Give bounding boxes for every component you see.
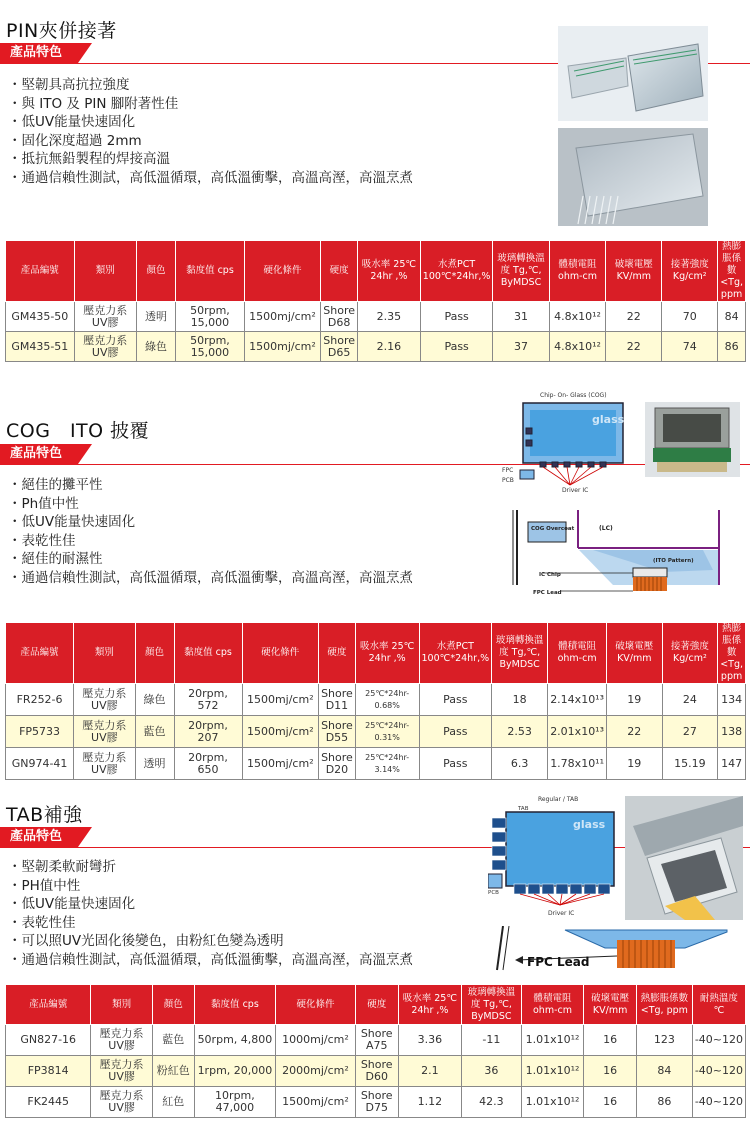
table-row bbox=[6, 332, 746, 362]
cell: 22 bbox=[607, 716, 663, 748]
cell: 20rpm, 572 bbox=[174, 684, 242, 716]
cell: 25℃*24hr- 0.68% bbox=[355, 684, 419, 716]
cell: 10rpm, 47,000 bbox=[194, 1087, 275, 1118]
cell: 透明 bbox=[136, 302, 175, 332]
tab-label: TAB bbox=[518, 806, 529, 812]
table-row bbox=[6, 716, 746, 748]
feature-item: ・ 表乾性佳 bbox=[8, 532, 413, 551]
cell: 1500mj/cm² bbox=[244, 302, 321, 332]
cell: -11 bbox=[462, 1025, 521, 1056]
glass-label: glass bbox=[573, 818, 606, 831]
header-cell: 接著強度 Kg/cm² bbox=[662, 623, 718, 684]
section-cog bbox=[0, 380, 750, 780]
table-row bbox=[6, 1056, 746, 1087]
cell: 1500mj/cm² bbox=[242, 748, 319, 780]
cell: Pass bbox=[419, 748, 492, 780]
fpc-lead-label: FPC Lead bbox=[533, 590, 562, 596]
cell: GN827-16 bbox=[6, 1025, 91, 1056]
section-title: TAB補強 bbox=[6, 804, 83, 826]
spec-table bbox=[5, 240, 746, 362]
header-cell: 產品編號 bbox=[6, 623, 74, 684]
feature-item: ・ 堅韌具高抗拉強度 bbox=[8, 76, 413, 95]
cell: 藍色 bbox=[135, 716, 174, 748]
feature-item: ・ 表乾性佳 bbox=[8, 914, 413, 933]
cell: 2.35 bbox=[358, 302, 421, 332]
cell: 138 bbox=[718, 716, 746, 748]
cell: 70 bbox=[662, 302, 718, 332]
feature-item: ・ 與 ITO 及 PIN 腳附著性佳 bbox=[8, 95, 413, 114]
feature-tag: 產品特色 bbox=[0, 827, 78, 847]
cell: 37 bbox=[493, 332, 549, 362]
cell: Shore D65 bbox=[321, 332, 358, 362]
cell: 1500mj/cm² bbox=[242, 684, 319, 716]
header-cell: 接著強度 Kg/cm² bbox=[662, 241, 718, 302]
header-cell: 硬度 bbox=[321, 241, 358, 302]
cell: 1.78x10¹¹ bbox=[548, 748, 607, 780]
cross-section-diagram bbox=[503, 510, 725, 600]
product-photo bbox=[645, 402, 740, 477]
spec-table bbox=[5, 984, 746, 1118]
header-cell: 產品編號 bbox=[6, 985, 91, 1025]
cell: 壓克力系 UV膠 bbox=[74, 302, 136, 332]
feature-list bbox=[8, 858, 413, 969]
header-cell: 水煮PCT 100℃*24hr,% bbox=[419, 623, 492, 684]
section-pin bbox=[0, 0, 750, 360]
cell: 綠色 bbox=[136, 332, 175, 362]
lc-label: (LC) bbox=[599, 525, 613, 532]
cell: 壓克力系 UV膠 bbox=[91, 1025, 152, 1056]
spec-table bbox=[5, 622, 746, 780]
cell: 18 bbox=[492, 684, 548, 716]
header-cell: 熱膨脹係數 <Tg, ppm bbox=[718, 623, 746, 684]
cell: 16 bbox=[584, 1025, 636, 1056]
cell: -40~120 bbox=[692, 1056, 745, 1087]
pcb-label: PCB bbox=[502, 477, 514, 484]
header-cell: 硬度 bbox=[319, 623, 356, 684]
glass-label: glass bbox=[592, 413, 625, 426]
cell: FP3814 bbox=[6, 1056, 91, 1087]
cell: 84 bbox=[636, 1056, 692, 1087]
cell: 19 bbox=[607, 748, 663, 780]
cell: Pass bbox=[419, 716, 492, 748]
header-cell: 硬化條件 bbox=[276, 985, 356, 1025]
cell: 20rpm, 207 bbox=[174, 716, 242, 748]
cell: 1.01x10¹² bbox=[521, 1087, 584, 1118]
feature-item: ・ Ph值中性 bbox=[8, 495, 413, 514]
cell: 36 bbox=[462, 1056, 521, 1087]
cog-diagram bbox=[500, 388, 635, 493]
table-row bbox=[6, 302, 746, 332]
cell: 134 bbox=[718, 684, 746, 716]
cell: 壓克力系 UV膠 bbox=[91, 1087, 152, 1118]
feature-item: ・ 通過信賴性測試，高低溫循環，高低溫衝擊，高溫高溼，高溫烹煮 bbox=[8, 569, 413, 588]
cell: 3.36 bbox=[398, 1025, 462, 1056]
cell: 壓克力系 UV膠 bbox=[74, 716, 135, 748]
ito-label: (ITO Pattern) bbox=[653, 558, 694, 564]
feature-item: ・ 通過信賴性測試，高低溫循環，高低溫衝擊，高溫高溼，高溫烹煮 bbox=[8, 169, 413, 188]
header-cell: 黏度值 cps bbox=[194, 985, 275, 1025]
cell: 綠色 bbox=[135, 684, 174, 716]
table-row bbox=[6, 1087, 746, 1118]
cell: 22 bbox=[606, 332, 662, 362]
divider bbox=[0, 464, 750, 465]
cell: 1.01x10¹² bbox=[521, 1056, 584, 1087]
header-cell: 玻璃轉換溫度 Tg,℃, ByMDSC bbox=[462, 985, 521, 1025]
header-cell: 類別 bbox=[74, 241, 136, 302]
feature-item: ・ 堅韌柔軟耐彎折 bbox=[8, 858, 413, 877]
cell: 25℃*24hr- 3.14% bbox=[355, 748, 419, 780]
diagram-label: Regular / TAB bbox=[538, 796, 579, 803]
cell: 1rpm, 20,000 bbox=[194, 1056, 275, 1087]
cell: 1500mj/cm² bbox=[276, 1087, 356, 1118]
cell: 2000mj/cm² bbox=[276, 1056, 356, 1087]
feature-item: ・ 低UV能量快速固化 bbox=[8, 113, 413, 132]
cell: 壓克力系 UV膠 bbox=[74, 748, 135, 780]
cell: 透明 bbox=[135, 748, 174, 780]
cell: 2.16 bbox=[358, 332, 421, 362]
cell: 86 bbox=[718, 332, 746, 362]
product-photo bbox=[625, 796, 743, 920]
header-cell: 破壞電壓 KV/mm bbox=[607, 623, 663, 684]
cell: Shore D75 bbox=[355, 1087, 398, 1118]
cell: 2.1 bbox=[398, 1056, 462, 1087]
overcoat-label: COG Overcoat bbox=[531, 526, 575, 532]
cell: 147 bbox=[718, 748, 746, 780]
header-cell: 熱膨脹係數 <Tg, ppm bbox=[718, 241, 746, 302]
header-cell: 類別 bbox=[91, 985, 152, 1025]
cell: 2.01x10¹³ bbox=[548, 716, 607, 748]
header-cell: 黏度值 cps bbox=[174, 623, 242, 684]
header-cell: 吸水率 25℃ 24hr ,% bbox=[358, 241, 421, 302]
cell: 壓克力系 UV膠 bbox=[74, 684, 135, 716]
cell: 50rpm, 15,000 bbox=[176, 332, 244, 362]
feature-item: ・ 通過信賴性測試，高低溫循環，高低溫衝擊，高溫高溼，高溫烹煮 bbox=[8, 951, 413, 970]
cell: FR252-6 bbox=[6, 684, 74, 716]
product-photo bbox=[558, 26, 708, 226]
cell: 粉紅色 bbox=[152, 1056, 194, 1087]
header-cell: 顏色 bbox=[152, 985, 194, 1025]
header-cell: 硬度 bbox=[355, 985, 398, 1025]
cell: 1500mj/cm² bbox=[242, 716, 319, 748]
cell: 1.12 bbox=[398, 1087, 462, 1118]
header-cell: 耐熱溫度 ℃ bbox=[692, 985, 745, 1025]
pcb-label: PCB bbox=[488, 890, 499, 896]
chip-label: IC Chip bbox=[539, 572, 561, 578]
header-cell: 體積電阻 ohm-cm bbox=[521, 985, 584, 1025]
feature-item: ・ 絕佳的攤平性 bbox=[8, 476, 413, 495]
cell: Pass bbox=[420, 302, 493, 332]
header-cell: 玻璃轉換溫度 Tg,℃, ByMDSC bbox=[492, 623, 548, 684]
cell: 19 bbox=[607, 684, 663, 716]
feature-tag: 產品特色 bbox=[0, 43, 78, 63]
cell: GM435-51 bbox=[6, 332, 75, 362]
cell: 壓克力系 UV膠 bbox=[91, 1056, 152, 1087]
header-cell: 產品編號 bbox=[6, 241, 75, 302]
cell: 1000mj/cm² bbox=[276, 1025, 356, 1056]
cell: Shore D20 bbox=[319, 748, 356, 780]
cell: 1500mj/cm² bbox=[244, 332, 321, 362]
header-cell: 硬化條件 bbox=[242, 623, 319, 684]
cell: 15.19 bbox=[662, 748, 718, 780]
table-row bbox=[6, 1025, 746, 1056]
header-cell: 水煮PCT 100℃*24hr,% bbox=[420, 241, 493, 302]
cell: Pass bbox=[419, 684, 492, 716]
header-cell: 類別 bbox=[74, 623, 135, 684]
cell: 27 bbox=[662, 716, 718, 748]
cell: 50rpm, 15,000 bbox=[176, 302, 244, 332]
cell: FP5733 bbox=[6, 716, 74, 748]
cell: 20rpm, 650 bbox=[174, 748, 242, 780]
cell: GN974-41 bbox=[6, 748, 74, 780]
header-cell: 體積電阻 ohm-cm bbox=[549, 241, 606, 302]
feature-list bbox=[8, 76, 413, 187]
feature-item: ・ 低UV能量快速固化 bbox=[8, 895, 413, 914]
feature-item: ・ 絕佳的耐濕性 bbox=[8, 550, 413, 569]
cell: 2.14x10¹³ bbox=[548, 684, 607, 716]
cell: Shore D11 bbox=[319, 684, 356, 716]
header-cell: 硬化條件 bbox=[244, 241, 321, 302]
feature-item: ・ 可以照UV光固化後變色，由粉紅色變為透明 bbox=[8, 932, 413, 951]
header-cell: 顏色 bbox=[135, 623, 174, 684]
feature-item: ・ PH值中性 bbox=[8, 877, 413, 896]
header-cell: 吸水率 25℃ 24hr ,% bbox=[398, 985, 462, 1025]
table-row bbox=[6, 684, 746, 716]
header-cell: 破壞電壓 KV/mm bbox=[606, 241, 662, 302]
cell: 4.8x10¹² bbox=[549, 332, 606, 362]
cell: GM435-50 bbox=[6, 302, 75, 332]
cell: 86 bbox=[636, 1087, 692, 1118]
feature-tag: 產品特色 bbox=[0, 444, 78, 464]
cell: 16 bbox=[584, 1087, 636, 1118]
cell: 16 bbox=[584, 1056, 636, 1087]
header-cell: 破壞電壓 KV/mm bbox=[584, 985, 636, 1025]
cell: -40~120 bbox=[692, 1087, 745, 1118]
cell: 50rpm, 4,800 bbox=[194, 1025, 275, 1056]
header-cell: 黏度值 cps bbox=[176, 241, 244, 302]
header-cell: 吸水率 25℃ 24hr ,% bbox=[355, 623, 419, 684]
cell: Pass bbox=[420, 332, 493, 362]
cell: 紅色 bbox=[152, 1087, 194, 1118]
cell: 74 bbox=[662, 332, 718, 362]
cell: 1.01x10¹² bbox=[521, 1025, 584, 1056]
ic-label: Driver IC bbox=[562, 487, 589, 493]
header-cell: 體積電阻 ohm-cm bbox=[548, 623, 607, 684]
diagram-label: Chip- On- Glass (COG) bbox=[540, 392, 607, 399]
cell: 25℃*24hr- 0.31% bbox=[355, 716, 419, 748]
cell: -40~120 bbox=[692, 1025, 745, 1056]
cell: 4.8x10¹² bbox=[549, 302, 606, 332]
cell: Shore A75 bbox=[355, 1025, 398, 1056]
feature-item: ・ 抵抗無鉛製程的焊接高溫 bbox=[8, 150, 413, 169]
cell: 84 bbox=[718, 302, 746, 332]
fpc-lead-label: FPC Lead bbox=[527, 955, 590, 969]
header-cell: 顏色 bbox=[136, 241, 175, 302]
cell: Shore D68 bbox=[321, 302, 358, 332]
header-cell: 熱膨脹係數 <Tg, ppm bbox=[636, 985, 692, 1025]
ic-label: Driver IC bbox=[548, 910, 575, 917]
table-row bbox=[6, 748, 746, 780]
cell: FK2445 bbox=[6, 1087, 91, 1118]
section-title: COG ITO 披覆 bbox=[6, 420, 150, 442]
cell: 22 bbox=[606, 302, 662, 332]
fpc-diagram bbox=[495, 926, 735, 974]
fpc-label: FPC bbox=[502, 467, 514, 474]
cell: Shore D60 bbox=[355, 1056, 398, 1087]
feature-item: ・ 低UV能量快速固化 bbox=[8, 513, 413, 532]
tab-diagram bbox=[488, 792, 623, 920]
cell: 123 bbox=[636, 1025, 692, 1056]
cell: Shore D55 bbox=[319, 716, 356, 748]
feature-item: ・ 固化深度超過 2mm bbox=[8, 132, 413, 151]
cell: 24 bbox=[662, 684, 718, 716]
section-tab bbox=[0, 790, 750, 1128]
cell: 2.53 bbox=[492, 716, 548, 748]
cell: 壓克力系 UV膠 bbox=[74, 332, 136, 362]
cell: 42.3 bbox=[462, 1087, 521, 1118]
header-cell: 玻璃轉換溫度 Tg,℃, ByMDSC bbox=[493, 241, 549, 302]
cell: 31 bbox=[493, 302, 549, 332]
feature-list bbox=[8, 476, 413, 587]
section-title: PIN夾併接著 bbox=[6, 20, 117, 42]
cell: 藍色 bbox=[152, 1025, 194, 1056]
cell: 6.3 bbox=[492, 748, 548, 780]
